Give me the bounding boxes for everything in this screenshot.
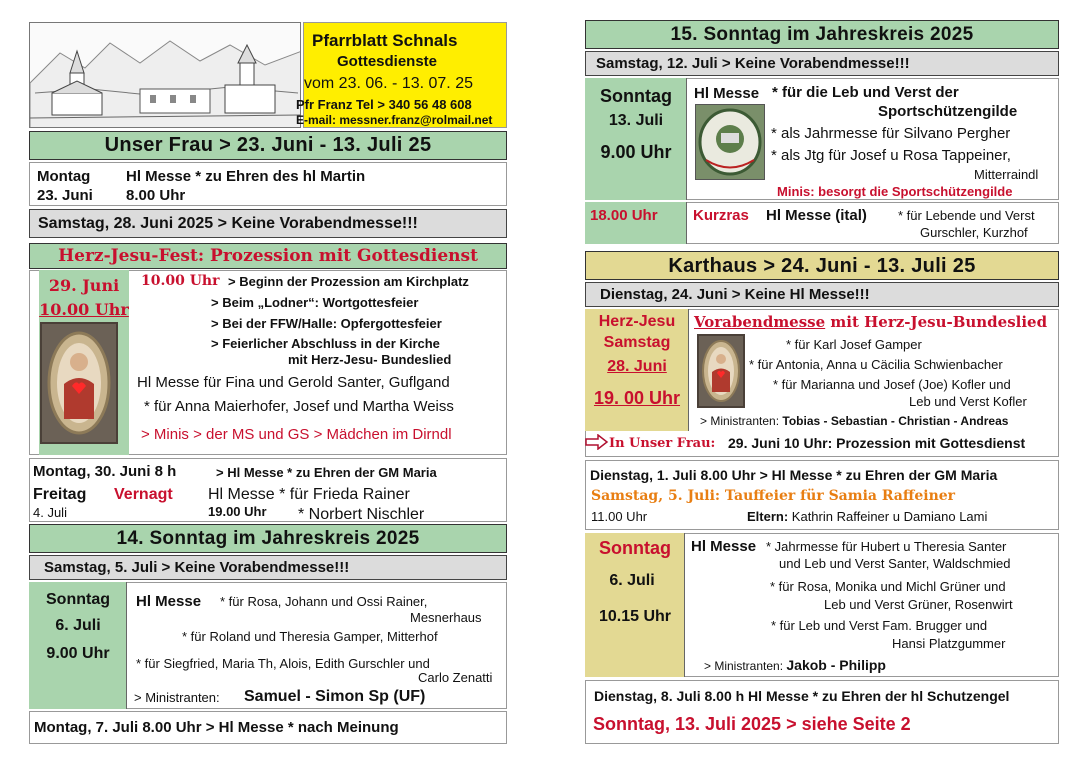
- sacred-heart-image-2: [697, 334, 745, 408]
- herz-jesu-mass2: * für Anna Maierhofer, Josef und Martha Weiss: [144, 398, 454, 415]
- karthaus-title: Karthaus > 24. Juni - 13. Juli 25: [585, 251, 1059, 280]
- friday-date: 4. Juli: [33, 505, 67, 520]
- sportschuetzen-emblem: [695, 104, 765, 180]
- kart-s-min-label: > Ministranten:: [704, 659, 784, 673]
- sonntag14-intention1a: * für Rosa, Johann und Ossi Rainer,: [220, 594, 428, 609]
- friday-label: Freitag: [33, 486, 87, 503]
- herz-jesu-title: Herz-Jesu-Fest: Prozession mit Gottesdienst: [29, 243, 507, 269]
- kart-sunday-date: 6. Juli: [609, 572, 655, 589]
- sonntag15-day: Sonntag: [600, 86, 672, 106]
- header-phone: Pfr Franz Tel > 340 56 48 608: [296, 97, 472, 112]
- friday-mass: Hl Messe * für Frieda Rainer: [208, 486, 410, 503]
- sonntag14-time: 9.00 Uhr: [46, 645, 110, 662]
- unser-frau-mass: Hl Messe * zu Ehren des hl Martin: [126, 168, 366, 185]
- header-title: Pfarrblatt Schnals: [312, 31, 458, 50]
- kurzras-int2: Gurschler, Kurzhof: [920, 225, 1028, 240]
- sonntag14-notice: Samstag, 5. Juli > Keine Vorabendmesse!!!: [29, 555, 507, 580]
- friday-mass2: * Norbert Nischler: [298, 506, 425, 523]
- kart-s-min-row: [704, 657, 886, 673]
- sonntag15-intention2: * als Jahrmesse für Silvano Pergher: [771, 125, 1011, 142]
- kart-vorabend: Vorabendmesse: [694, 313, 826, 331]
- herz-jesu-date: 29. Juni: [48, 276, 120, 295]
- sonntag14-day: Sonntag: [46, 591, 110, 608]
- kart-int1: * für Karl Josef Gamper: [786, 337, 922, 352]
- herz-jesu-start-text: > Beginn der Prozession am Kirchplatz: [228, 274, 469, 289]
- kart-hj2: Samstag: [603, 334, 671, 351]
- herz-jesu-station-3: > Feierlicher Abschluss in der Kirche: [211, 336, 440, 351]
- kart-int3a: * für Marianna und Josef (Joe) Kofler und: [773, 377, 1011, 392]
- kart-tauf-time: 11.00 Uhr: [591, 509, 648, 524]
- herz-jesu-start-time: 10.00 Uhr: [141, 273, 220, 289]
- kart-hj-date: 28. Juni: [607, 358, 667, 375]
- sonntag14-intention2: * für Roland und Theresia Gamper, Mitterhof: [182, 629, 438, 644]
- kart-s-int2a: * für Rosa, Monika und Michl Grüner und: [770, 579, 1006, 594]
- karthaus-notice: Dienstag, 24. Juni > Keine Hl Messe!!!: [585, 282, 1059, 307]
- kart-hj-time: 19. 00 Uhr: [593, 388, 681, 408]
- left-footer: Montag, 7. Juli 8.00 Uhr > Hl Messe * nach Meinung: [34, 719, 399, 736]
- kart-uf-text: 29. Juni 10 Uhr: Prozession mit Gottesdienst: [728, 435, 1026, 451]
- kurzras-place: Kurzras: [693, 207, 749, 224]
- sonntag14-title: 14. Sonntag im Jahreskreis 2025: [29, 524, 507, 553]
- kurzras-time: 18.00 Uhr: [590, 207, 658, 224]
- sonntag15-intention3b: Mitterraindl: [974, 167, 1039, 182]
- kart-tauffeier: Samstag, 5. Juli: Tauffeier für Samia Raffeiner: [591, 488, 956, 504]
- header-period: vom 23. 06. - 13. 07. 25: [304, 75, 473, 92]
- sonntag15-notice: Samstag, 12. Juli > Keine Vorabendmesse!!!: [585, 51, 1059, 76]
- unser-frau-time: 8.00 Uhr: [126, 187, 186, 204]
- kart-hj1: Herz-Jesu: [598, 313, 676, 330]
- friday-time: 19.00 Uhr: [208, 504, 267, 519]
- header-email: E-mail: messner.franz@rolmail.net: [296, 113, 493, 127]
- kart-ministranten-label: > Ministranten:: [700, 414, 780, 428]
- kurzras-int1: * für Lebende und Verst: [898, 208, 1035, 223]
- unser-frau-title: Unser Frau > 23. Juni - 13. Juli 25: [29, 131, 507, 160]
- herz-jesu-time: 10.00 Uhr: [39, 300, 129, 319]
- kart-sunday: Sonntag: [599, 538, 671, 558]
- kart-eltern-row: [747, 509, 987, 524]
- kart-s-min: Jakob - Philipp: [786, 657, 886, 673]
- sonntag15-mass-label: Hl Messe: [694, 85, 760, 102]
- kart-eltern: Kathrin Raffeiner u Damiano Lami: [791, 509, 988, 524]
- friday-place: Vernagt: [114, 486, 173, 503]
- header-box: [296, 22, 507, 128]
- monday-mass: > Hl Messe * zu Ehren der GM Maria: [216, 465, 437, 480]
- kart-vorabend-heading: [694, 313, 1047, 331]
- kart-s-int3b: Hansi Platzgummer: [892, 636, 1006, 651]
- sonntag14-mass-label: Hl Messe: [136, 593, 202, 610]
- herz-jesu-station-1: > Beim „Lodner“: Wortgottesfeier: [211, 295, 419, 310]
- kart-int2: * für Antonia, Anna u Cäcilia Schwienbacher: [749, 357, 1003, 372]
- kart-s-int1b: und Leb und Verst Santer, Waldschmied: [779, 556, 1011, 571]
- kart-uf-label: In Unser Frau:: [609, 436, 716, 451]
- sonntag14-intention1b: Mesnerhaus: [410, 610, 482, 625]
- sonntag15-intention3a: * als Jtg für Josef u Rosa Tappeiner,: [771, 147, 1011, 164]
- herz-jesu-minis: > Minis > der MS und GS > Mädchen im Dirndl: [141, 426, 452, 443]
- sonntag14-intention3b: Carlo Zenatti: [418, 670, 493, 685]
- kart-eltern-label: Eltern:: [747, 509, 789, 524]
- kart-sunday-mass-label: Hl Messe: [691, 538, 757, 555]
- sonntag14-date: 6. Juli: [55, 617, 101, 634]
- sonntag15-time: 9.00 Uhr: [600, 142, 672, 162]
- kart-sunday13: Sonntag, 13. Juli 2025 > siehe Seite 2: [593, 714, 911, 734]
- sonntag14-ministranten: Samuel - Simon Sp (UF): [244, 688, 426, 705]
- kart-tuesday: Dienstag, 1. Juli 8.00 Uhr > Hl Messe * zu Ehren der GM Maria: [590, 467, 998, 483]
- arrow-icon: [585, 434, 609, 450]
- kart-sunday-time: 10.15 Uhr: [598, 608, 672, 625]
- kart-s-int3a: * für Leb und Verst Fam. Brugger und: [771, 618, 988, 633]
- village-sketch: [29, 22, 301, 128]
- kart-int3b: Leb und Verst Kofler: [909, 394, 1027, 409]
- sonntag15-minis: Minis: besorgt die Sportschützengilde: [777, 184, 1013, 199]
- sacred-heart-image: [40, 322, 118, 444]
- unser-frau-notice: Samstag, 28. Juni 2025 > Keine Vorabendmesse!!!: [29, 209, 507, 238]
- sonntag15-intention1a: * für die Leb und Verst der: [772, 84, 959, 101]
- kart-s-int2b: Leb und Verst Grüner, Rosenwirt: [824, 597, 1013, 612]
- sonntag15-title: 15. Sonntag im Jahreskreis 2025: [585, 20, 1059, 49]
- herz-jesu-mass1: Hl Messe für Fina und Gerold Santer, Guflgand: [137, 374, 450, 391]
- kart-vorabend-rest: mit Herz-Jesu-Bundeslied: [825, 313, 1048, 331]
- herz-jesu-closing: mit Herz-Jesu- Bundeslied: [288, 352, 452, 367]
- sonntag14-intention3a: * für Siegfried, Maria Th, Alois, Edith Gurschler und: [136, 656, 430, 671]
- kart-s-int1a: * Jahrmesse für Hubert u Theresia Santer: [766, 539, 1007, 554]
- kart-ministranten-row: [700, 414, 1008, 428]
- monday-label: Montag, 30. Juni 8 h: [33, 463, 177, 480]
- herz-jesu-station-2: > Bei der FFW/Halle: Opfergottesfeier: [211, 316, 442, 331]
- sonntag15-date: 13. Juli: [608, 112, 664, 129]
- header-subtitle: Gottesdienste: [337, 53, 438, 70]
- unser-frau-date: 23. Juni: [37, 187, 93, 204]
- kart-ministranten: Tobias - Sebastian - Christian - Andreas: [782, 414, 1009, 428]
- kart-tuesday8: Dienstag, 8. Juli 8.00 h Hl Messe * zu Ehren der hl Schutzengel: [594, 688, 1010, 704]
- sonntag14-ministranten-label: > Ministranten:: [134, 690, 220, 705]
- sonntag15-intention1b: Sportschützengilde: [878, 103, 1018, 120]
- unser-frau-day: Montag: [37, 168, 91, 185]
- kurzras-mass: Hl Messe (ital): [766, 207, 867, 224]
